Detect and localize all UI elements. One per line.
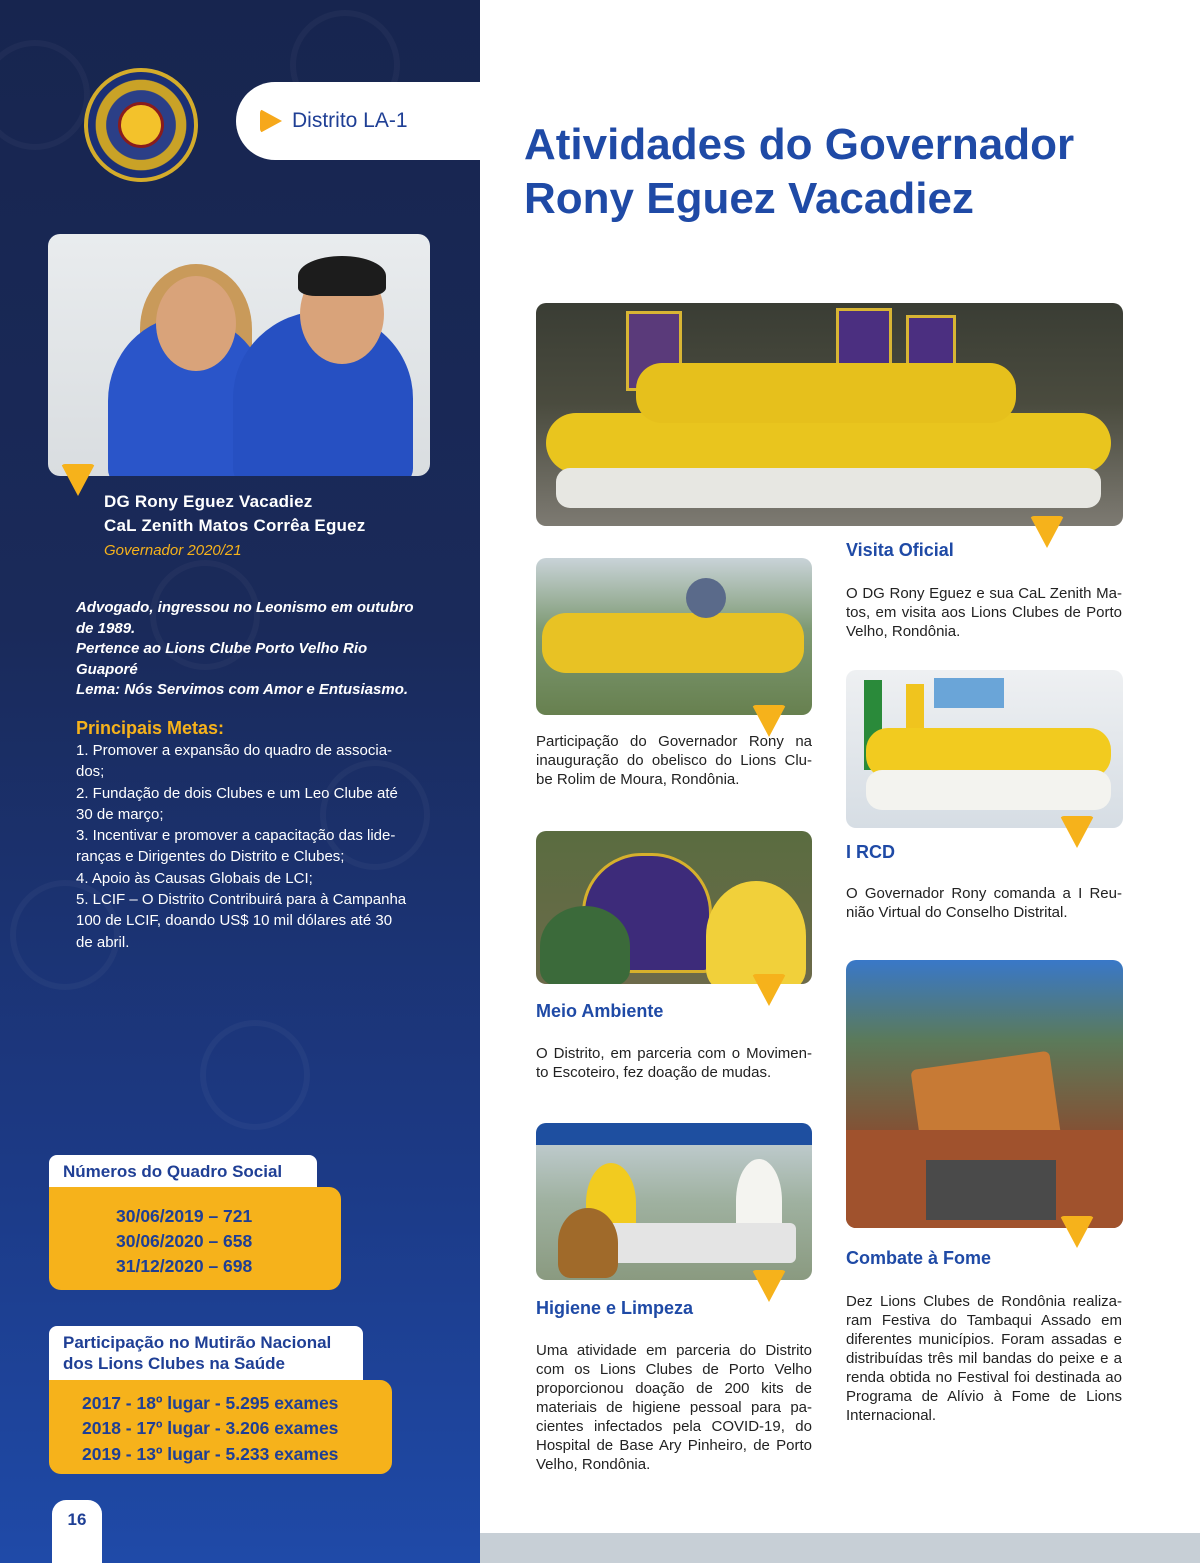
photo-obelisco	[536, 558, 812, 715]
combate-fome-title: Combate à Fome	[846, 1248, 992, 1268]
mutirao-label: Participação no Mutirão Nacional dos Lions Clubes na Saúde	[49, 1326, 363, 1380]
visita-title: Visita Oficial	[846, 540, 954, 560]
district-tab-label: Distrito LA-1	[292, 109, 408, 132]
district-logo	[84, 68, 198, 182]
mutirao-item: 2017 - 18º lugar - 5.295 exames	[82, 1393, 339, 1413]
combate-fome-text: Dez Lions Clubes de Rondônia realiza- ram Festiva do Tambaqui Assado em diferentes municípios. Foram assadas e distribuídas três mil bandas do peixe e a renda obtida no Festival foi destinada ao Programa de Alívio à Fome de Lions Internacional.	[846, 1293, 1122, 1424]
pointer-triangle-icon	[61, 464, 95, 496]
photo-combate-fome	[846, 960, 1123, 1228]
list-item: 100 de LCIF, doando US$ 10 mil dólares até 30	[76, 912, 393, 930]
sidebar	[0, 0, 480, 1563]
list-item: 5. LCIF – O Distrito Contribuirá para à Campanha	[76, 891, 407, 909]
mutirao-item: 2019 - 13º lugar - 5.233 exames	[82, 1444, 339, 1464]
pointer-triangle-icon	[1060, 816, 1094, 848]
footer-strip	[480, 1533, 1200, 1563]
metas-list	[76, 740, 436, 953]
ircd-text: O Governador Rony comanda a I Reu- nião Virtual do Conselho Distrital.	[846, 885, 1122, 921]
district-tab	[236, 82, 480, 160]
quadro-social-item: 30/06/2019 – 721	[116, 1206, 253, 1226]
higiene-title: Higiene e Limpeza	[536, 1298, 694, 1318]
pointer-triangle-icon	[1060, 1216, 1094, 1248]
list-item: 30 de março;	[76, 805, 164, 823]
meio-ambiente-title: Meio Ambiente	[536, 1001, 664, 1021]
mutirao-item: 2018 - 17º lugar - 3.206 exames	[82, 1418, 339, 1438]
meio-ambiente-text: O Distrito, em parceria com o Movimen- to Escoteiro, fez doação de mudas.	[536, 1045, 812, 1081]
ircd-title: I RCD	[846, 842, 895, 862]
photo-ircd	[846, 670, 1123, 828]
pointer-triangle-icon	[1030, 516, 1064, 548]
list-item: 2. Fundação de dois Clubes e um Leo Clube até	[76, 784, 398, 802]
list-item: 4. Apoio às Causas Globais de LCI;	[76, 869, 313, 887]
watermark-lions-icon	[200, 1020, 310, 1130]
governor-bio: Advogado, ingressou no Leonismo em outubro de 1989. Pertence ao Lions Clube Porto Velho Rio Guaporé Lema: Nós Servimos com Amor e Entusiasmo.	[76, 599, 414, 698]
pointer-triangle-icon	[752, 1270, 786, 1302]
list-item: 3. Incentivar e promover a capacitação das lide-	[76, 827, 396, 845]
list-item: ranças e Dirigentes do Distrito e Clubes;	[76, 848, 345, 866]
list-item: dos;	[76, 763, 105, 781]
governor-name: DG Rony Eguez Vacadiez	[104, 492, 313, 511]
quadro-social-item: 30/06/2020 – 658	[116, 1231, 253, 1251]
lions-emblem-icon	[118, 102, 164, 148]
watermark-lions-icon	[0, 40, 90, 150]
spouse-name: CaL Zenith Matos Corrêa Eguez	[104, 516, 366, 535]
photo-higiene	[536, 1123, 812, 1280]
list-item: de abril.	[76, 933, 130, 951]
higiene-text: Uma atividade em parceria do Distrito com os Lions Clubes de Porto Velho proporcionou doação de 200 kits de materiais de higiene pessoal para pa- cientes infectados pela COVID-19, do Hospital de Base Ary Pinheiro, de Porto Velho, Rondônia.	[536, 1342, 812, 1473]
visita-text: O DG Rony Eguez e sua CaL Zenith Ma- tos, em visita aos Lions Clubes de Porto Velho, Rondônia.	[846, 585, 1122, 640]
list-item: 1. Promover a expansão do quadro de associa-	[76, 742, 393, 759]
governor-role: Governador 2020/21	[104, 542, 242, 559]
obelisco-text: Participação do Governador Rony na inauguração do obelisco do Lions Clu- be Rolim de Moura, Rondônia.	[536, 733, 812, 788]
quadro-social-label: Números do Quadro Social	[49, 1155, 317, 1188]
photo-meio-ambiente	[536, 831, 812, 984]
page-number: 16	[52, 1500, 102, 1563]
quadro-social-item: 31/12/2020 – 698	[116, 1256, 253, 1276]
metas-heading: Principais Metas:	[76, 718, 225, 738]
pointer-triangle-icon	[752, 974, 786, 1006]
page-title: Atividades do Governador Rony Eguez Vacadiez	[524, 120, 1075, 223]
play-arrow-icon	[260, 109, 282, 133]
governor-portrait	[48, 234, 430, 476]
photo-visita-oficial	[536, 303, 1123, 526]
